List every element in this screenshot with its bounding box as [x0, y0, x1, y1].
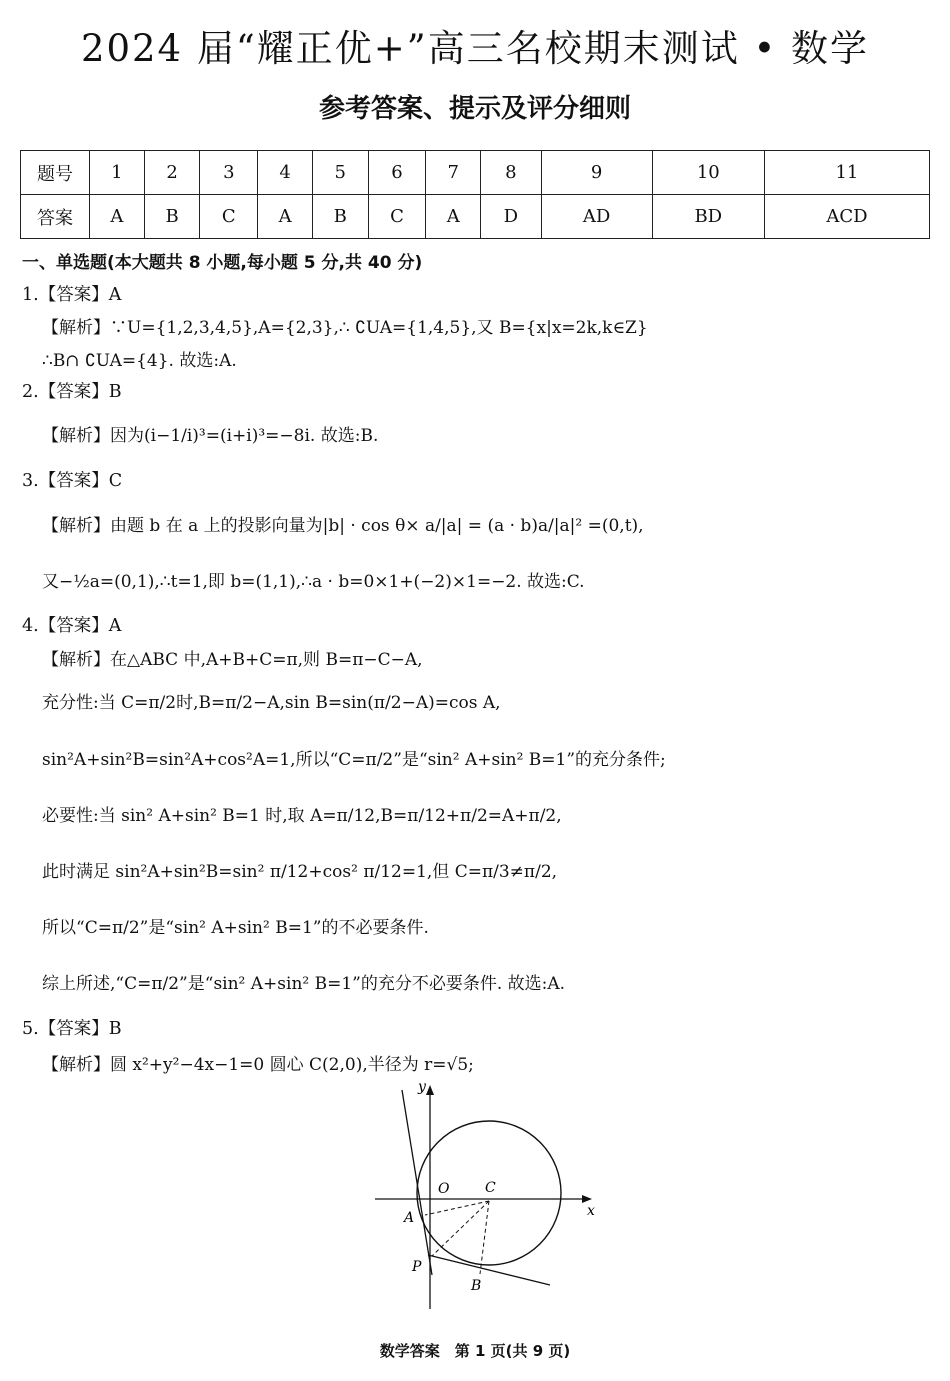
table-cell: ACD — [764, 195, 929, 239]
table-cell: 10 — [652, 151, 764, 195]
page-title: 2024 届“耀正优+”高三名校期末测试 • 数学 — [80, 27, 870, 70]
tangent-line-pa — [402, 1090, 432, 1275]
q4-explanation-line: 【解析】在△ABC 中,A+B+C=π,则 B=π−C−A, — [42, 650, 423, 670]
table-cell: 3 — [200, 151, 258, 195]
segment-ca — [425, 1201, 489, 1215]
answer-table — [20, 150, 930, 239]
table-cell: 5 — [312, 151, 368, 195]
q4-explanation-line: 所以“C=π/2”是“sin² A+sin² B=1”的不必要条件. — [42, 918, 429, 938]
row-label-number: 题号 — [21, 151, 90, 195]
q3-explanation-line: 【解析】由题 b 在 a 上的投影向量为|b| · cos θ× a/|a| = (a · b)a/|a|² =(0,t), — [42, 516, 644, 536]
q1-explanation-line: ∴B∩ ∁UA={4}. 故选:A. — [42, 351, 237, 371]
q3-explanation-line: 又−½a=(0,1),∴t=1,即 b=(1,1),∴a · b=0×1+(−2)×1=−2. 故选:C. — [42, 572, 585, 592]
q2-explanation-line: 【解析】因为(i−1/i)³=(i+i)³=−8i. 故选:B. — [42, 426, 379, 446]
table-cell: 9 — [541, 151, 652, 195]
table-row-answers — [21, 195, 930, 239]
table-cell: AD — [541, 195, 652, 239]
q4-explanation-line: 此时满足 sin²A+sin²B=sin² π/12+cos² π/12=1,但 C=π/3≠π/2, — [42, 862, 558, 882]
tangent-line-pb — [428, 1255, 550, 1285]
table-cell: A — [90, 195, 145, 239]
circle-tangent-figure — [370, 1075, 610, 1315]
label-center: C — [485, 1180, 496, 1196]
q5-answer: 5.【答案】B — [22, 1019, 122, 1039]
label-point-a: A — [404, 1210, 415, 1226]
table-cell: BD — [652, 195, 764, 239]
q3-answer: 3.【答案】C — [22, 471, 123, 491]
table-cell: 11 — [764, 151, 929, 195]
q4-explanation-line: 充分性:当 C=π/2时,B=π/2−A,sin B=sin(π/2−A)=cos A, — [42, 693, 501, 713]
label-point-b: B — [471, 1278, 482, 1294]
section-title: 一、单选题(本大题共 8 小题,每小题 5 分,共 40 分) — [22, 253, 423, 273]
label-origin: O — [438, 1181, 450, 1197]
label-y: y — [418, 1079, 426, 1095]
q4-explanation-line: 必要性:当 sin² A+sin² B=1 时,取 A=π/12,B=π/12+π/2=A+π/2, — [42, 806, 562, 826]
q4-explanation-line: 综上所述,“C=π/2”是“sin² A+sin² B=1”的充分不必要条件. 故选:A. — [42, 974, 566, 994]
table-cell: B — [144, 195, 200, 239]
table-cell: C — [368, 195, 426, 239]
table-cell: A — [426, 195, 481, 239]
table-cell: 1 — [90, 151, 145, 195]
page-subtitle: 参考答案、提示及评分细则 — [318, 94, 631, 124]
table-cell: 7 — [426, 151, 481, 195]
label-x: x — [587, 1203, 595, 1219]
table-row-numbers — [21, 151, 930, 195]
y-axis-arrow-icon — [426, 1085, 434, 1095]
label-point-p: P — [412, 1259, 422, 1275]
q5-explanation-line: 【解析】圆 x²+y²−4x−1=0 圆心 C(2,0),半径为 r=√5; — [42, 1055, 474, 1075]
table-cell: 4 — [258, 151, 313, 195]
table-cell: 6 — [368, 151, 426, 195]
q4-explanation-line: sin²A+sin²B=sin²A+cos²A=1,所以“C=π/2”是“sin² A+sin² B=1”的充分条件; — [42, 750, 666, 770]
q4-answer: 4.【答案】A — [22, 616, 122, 636]
table-cell: 8 — [481, 151, 541, 195]
row-label-answer: 答案 — [21, 195, 90, 239]
segment-cb — [480, 1201, 489, 1274]
table-cell: B — [312, 195, 368, 239]
q1-explanation-line: 【解析】∵U={1,2,3,4,5},A={2,3},∴ ∁UA={1,4,5},又 B={x|x=2k,k∈Z} — [42, 318, 648, 338]
page-footer: 数学答案 第 1 页(共 9 页) — [379, 1342, 571, 1360]
table-cell: A — [258, 195, 313, 239]
q2-answer: 2.【答案】B — [22, 382, 122, 402]
table-cell: C — [200, 195, 258, 239]
q1-answer: 1.【答案】A — [22, 285, 122, 305]
table-cell: D — [481, 195, 541, 239]
segment-cp — [432, 1201, 489, 1256]
x-axis-arrow-icon — [582, 1195, 592, 1203]
table-cell: 2 — [144, 151, 200, 195]
